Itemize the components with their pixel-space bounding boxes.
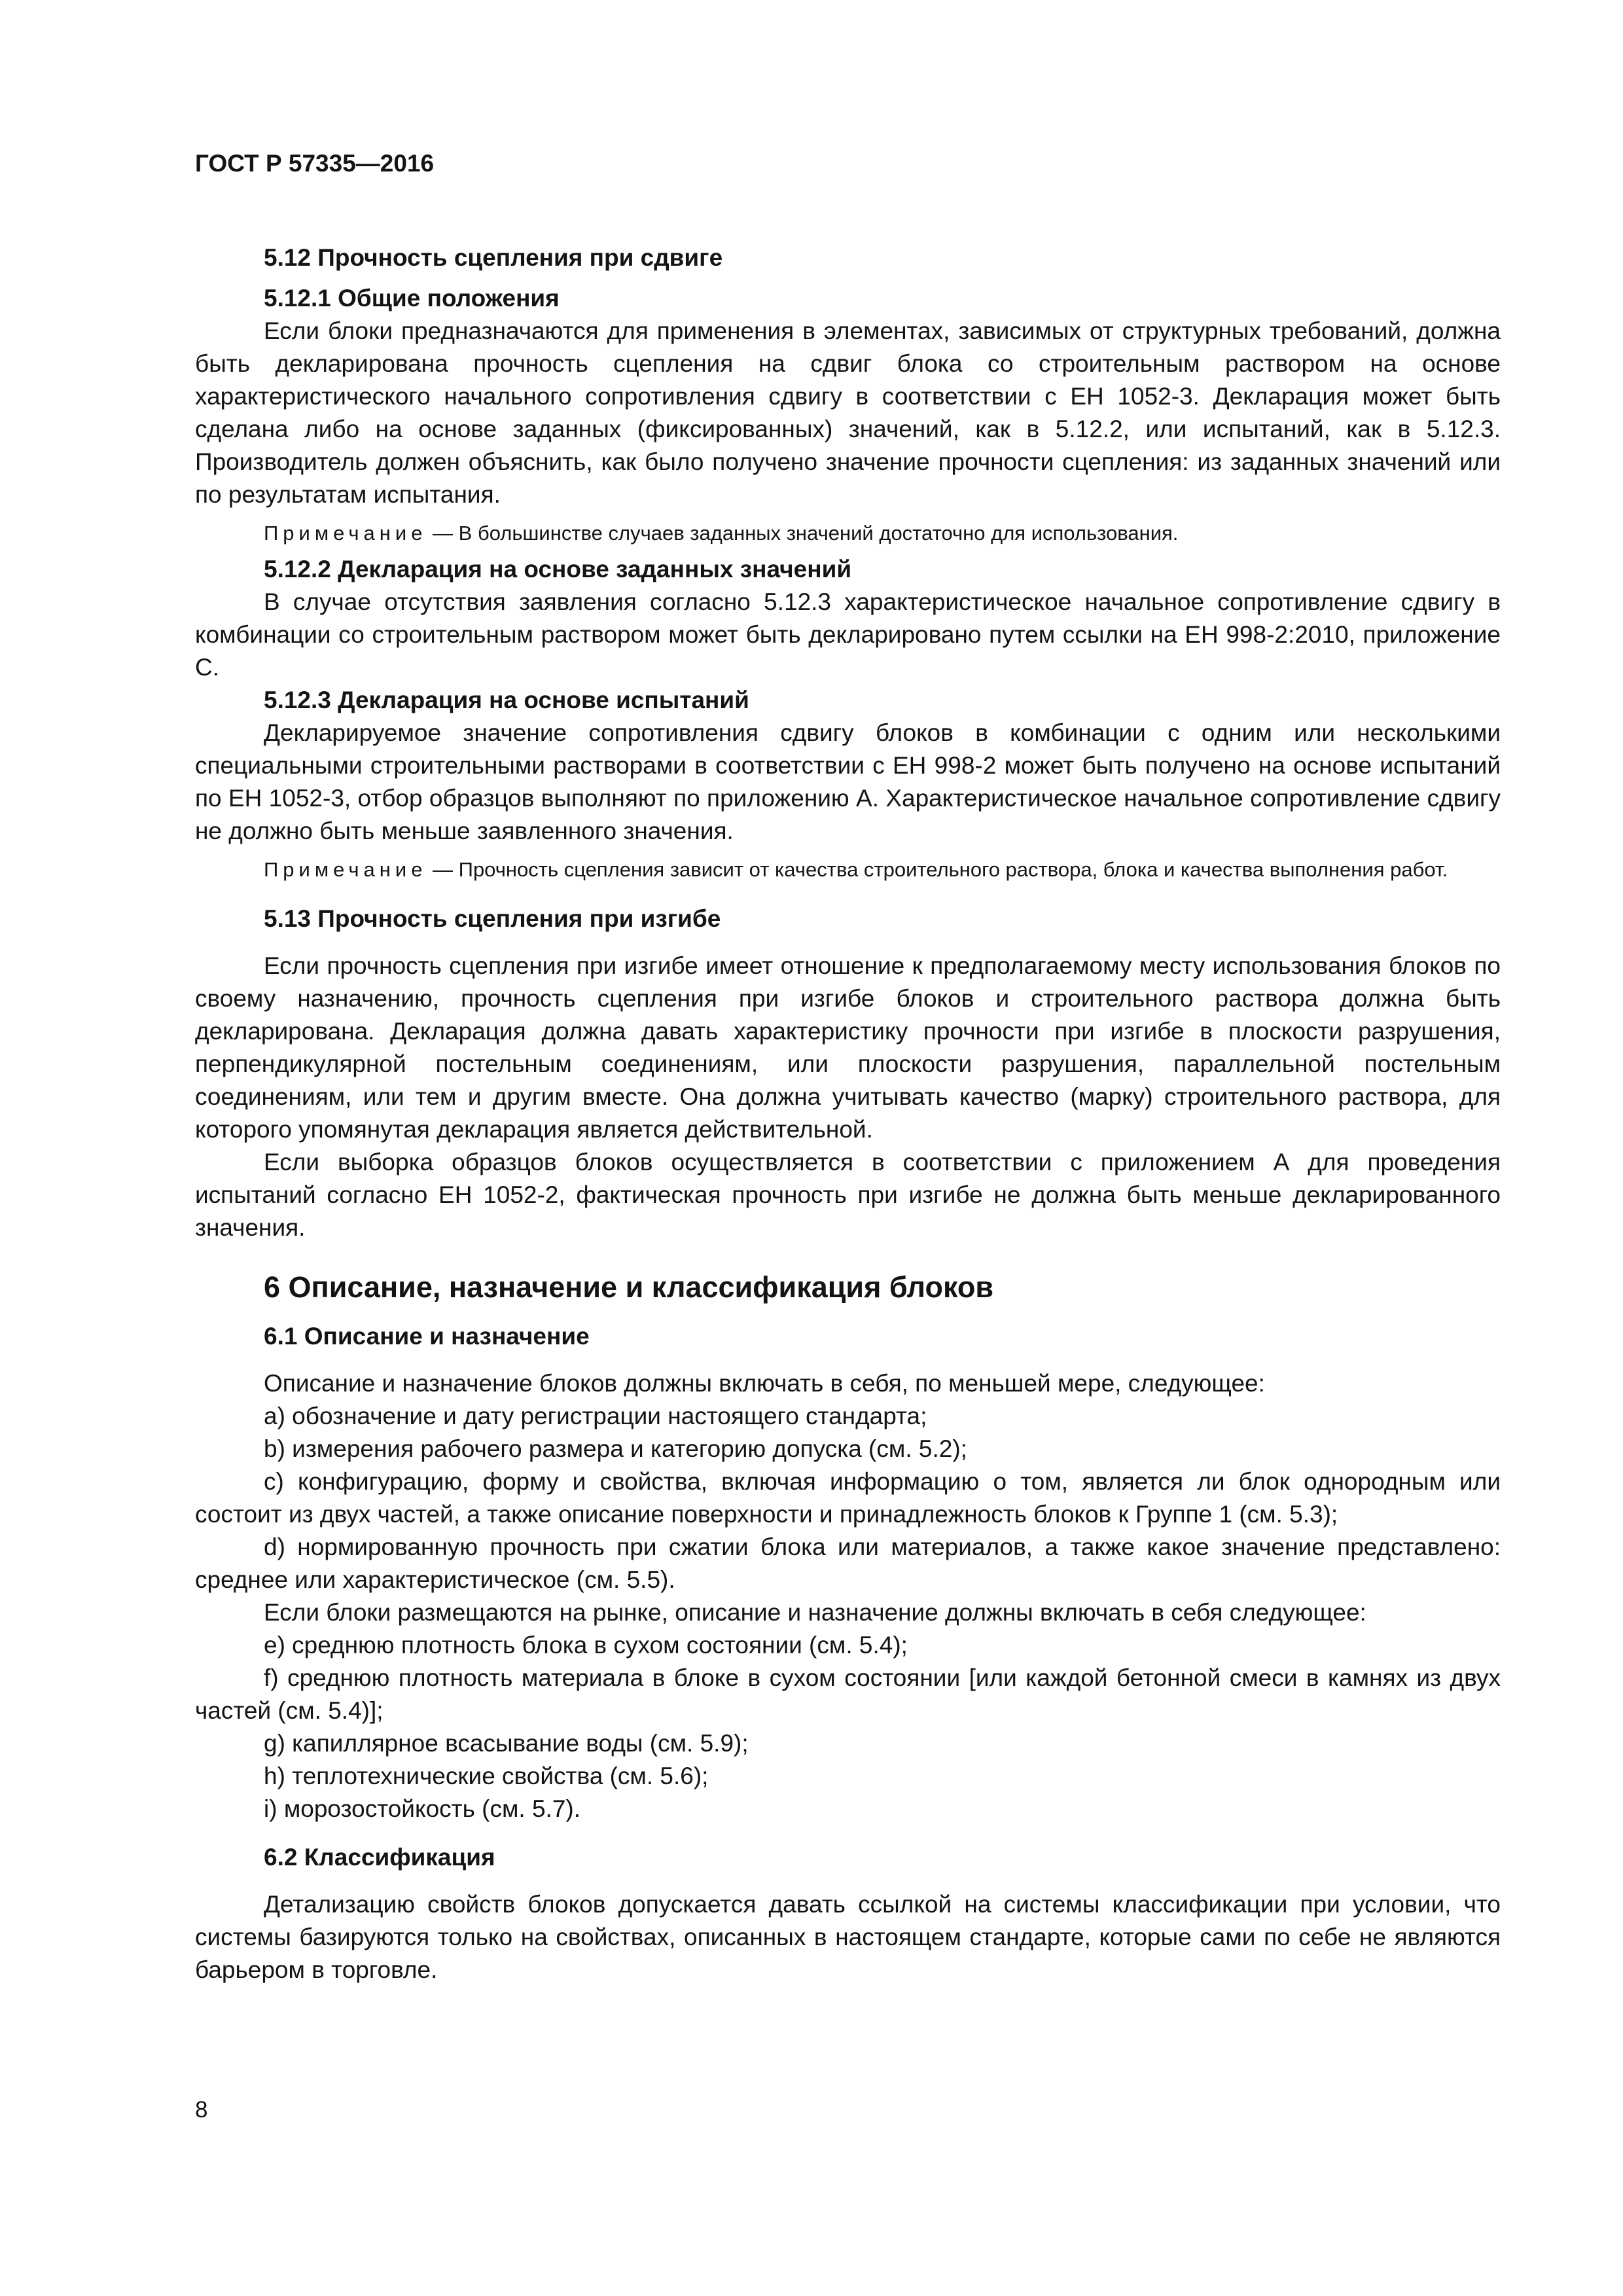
list-item-a: a) обозначение и дату регистрации настоящего стандарта;	[264, 1403, 927, 1429]
section-5-12-2-text: В случае отсутствия заявления согласно 5.12.3 характеристическое начальное сопротивление сдвигу в комбинации со строительным раствором может быть декларировано путем ссылки на ЕН 998-2:2010, приложение С.	[195, 588, 1501, 681]
note-label: Примечание	[264, 858, 427, 881]
section-5-12-1-heading: 5.12.1 Общие положения	[264, 285, 560, 312]
section-5-13-para-2: Если выборка образцов блоков осуществляется в соответствии с приложением А для проведения испытаний согласно ЕН 1052-2, фактическая прочность при изгибе не должна быть меньше декларированного значения.	[195, 1149, 1501, 1241]
list-item-f: f) среднюю плотность материала в блоке в сухом состоянии [или каждой бетонной смеси в камнях из двух частей (см. 5.4)];	[195, 1664, 1501, 1724]
section-5-12-heading: 5.12 Прочность сцепления при сдвиге	[264, 244, 723, 271]
list-item-d: d) нормированную прочность при сжатии блока или материалов, а также какое значение представлено: среднее или характеристическое (см. 5.5).	[195, 1534, 1501, 1593]
section-6-1-market-intro: Если блоки размещаются на рынке, описание и назначение должны включать в себя следующее:	[264, 1599, 1366, 1626]
note-text: — В большинстве случаев заданных значений достаточно для использования.	[427, 522, 1179, 545]
section-6-1-heading: 6.1 Описание и назначение	[264, 1323, 590, 1350]
note-label: Примечание	[264, 522, 427, 545]
note-text: — Прочность сцепления зависит от качества строительного раствора, блока и качества выполнения работ.	[427, 858, 1448, 881]
list-item-g: g) капиллярное всасывание воды (см. 5.9);	[264, 1730, 749, 1757]
section-5-12-2-heading: 5.12.2 Декларация на основе заданных значений	[264, 556, 852, 583]
page-content	[195, 148, 1501, 1986]
list-item-h: h) теплотехнические свойства (см. 5.6);	[264, 1763, 709, 1789]
section-6-heading: 6 Описание, назначение и классификация блоков	[264, 1270, 994, 1304]
list-item-e: e) среднюю плотность блока в сухом состоянии (см. 5.4);	[264, 1632, 908, 1659]
running-header: ГОСТ Р 57335—2016	[195, 150, 435, 177]
section-5-12-3-text: Декларируемое значение сопротивления сдвигу блоков в комбинации с одним или несколькими специальными строительными растворами в соответствии с ЕН 998-2 может быть получено на основе испытаний по ЕН 1052-3, отбор образцов выполняют по приложению А. Характеристическое начальное сопротивление сдвигу не должно быть меньше заявленного значения.	[195, 719, 1501, 844]
list-item-c: c) конфигурацию, форму и свойства, включая информацию о том, является ли блок однородным или состоит из двух частей, а также описание поверхности и принадлежность блоков к Группе 1 (см. 5.3);	[195, 1468, 1501, 1528]
section-5-13-para-1: Если прочность сцепления при изгибе имеет отношение к предполагаемому месту использования блоков по своему назначению, прочность сцепления при изгибе блоков и строительного раствора должна быть декларирована. Декларация должна давать характеристику прочности при изгибе в плоскости разрушения, перпендикулярной постельным соединениям, или плоскости разрушения, параллельной постельным соединениям, или тем и другим вместе. Она должна учитывать качество (марку) строительного раствора, для которого упомянутая декларация является действительной.	[195, 952, 1501, 1143]
section-5-13-heading: 5.13 Прочность сцепления при изгибе	[264, 905, 721, 932]
note-5-12-3	[195, 855, 1501, 884]
section-5-12-3-heading: 5.12.3 Декларация на основе испытаний	[264, 687, 749, 713]
section-6-2-heading: 6.2 Классификация	[264, 1844, 495, 1871]
section-5-12-1-text: Если блоки предназначаются для применения в элементах, зависимых от структурных требований, должна быть декларирована прочность сцепления на сдвиг блока со строительным раствором на основе характеристического начального сопротивления сдвигу в соответствии с ЕН 1052-3. Декларация может быть сделана либо на основе заданных (фиксированных) значений, как в 5.12.2, или испытаний, как в 5.12.3. Производитель должен объяснить, как было получено значение прочности сцепления: из заданных значений или по результатам испытания.	[195, 317, 1501, 508]
section-6-1-intro: Описание и назначение блоков должны включать в себя, по меньшей мере, следующее:	[264, 1370, 1265, 1397]
list-item-i: i) морозостойкость (см. 5.7).	[264, 1795, 581, 1822]
page-number: 8	[195, 2097, 208, 2123]
note-5-12-1	[195, 519, 1501, 548]
list-item-b: b) измерения рабочего размера и категорию допуска (см. 5.2);	[264, 1435, 967, 1462]
section-6-2-text: Детализацию свойств блоков допускается давать ссылкой на системы классификации при условии, что системы базируются только на свойствах, описанных в настоящем стандарте, которые сами по себе не являются барьером в торговле.	[195, 1891, 1501, 1983]
